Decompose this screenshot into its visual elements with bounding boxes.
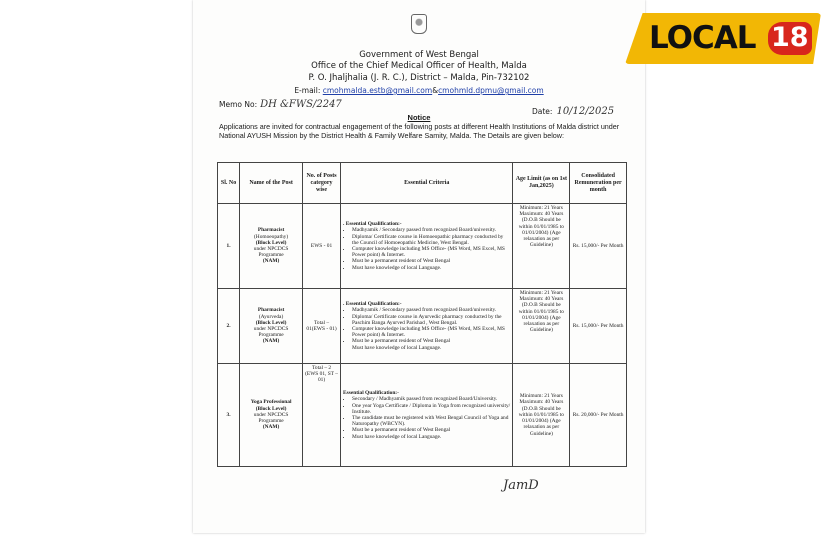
row-count: Total – 2 (EWS 01, ST – 01) (303, 364, 341, 467)
letterhead-office: Office of the Chief Medical Officer of Health, Malda (311, 61, 527, 71)
email-link-estb[interactable]: cmohmalda.estb@gmail.com (322, 86, 433, 95)
letterhead-address: P. O. Jhaljhalia (J. R. C.), District – Malda, Pin-732102 (308, 73, 530, 83)
post-level: (Block Level) (255, 319, 287, 326)
post-under: under NPCDCS Programme (253, 246, 289, 259)
post-nam: (NAM) (262, 338, 280, 345)
criteria-item: • Must be a permanent resident of West Bengal (352, 258, 510, 264)
table-row (218, 204, 627, 289)
criteria-heading: . Essential Qualification:- (343, 301, 402, 308)
criteria-item: • One year Yoga Certificate / Diploma in Yoga from recognized university/ Institute. (352, 403, 510, 415)
letterhead-email (193, 86, 645, 95)
row-age-limit: Minimum: 21 Years Maximum: 40 Years (D.O.B Should be within 01/01/1985 to 01/01/2004) (Age relaxation as per Guideline) (513, 289, 570, 364)
criteria-item: • Madhyamik / Secondary passed from recognized Board/university. (352, 227, 510, 233)
local18-logo (625, 13, 821, 64)
table-header-row (218, 163, 627, 204)
post-under: under NPCDCS Programme (253, 326, 289, 339)
header-age-limit: Age Limit (as on 1st Jan,2025) (513, 163, 570, 204)
row-age-limit: Minimum: 21 Years Maximum: 40 Years (D.O.B Should be within 01/01/1985 to 01/01/2004) (Age relaxation as per Guideline) (513, 204, 570, 289)
row-criteria (341, 289, 513, 364)
row-sl: 3. (218, 364, 240, 467)
header-remuneration: Consolidated Remuneration per month (570, 163, 627, 204)
email-separator: & (432, 86, 439, 95)
criteria-list (343, 396, 510, 439)
intro-paragraph: Applications are invited for contractual engagement of the following posts at different Health Institutions of Malda district under National AYUSH Mission by the District Health & Family Welfare Samity, Malda. The Details are given below: (219, 122, 620, 140)
post-stream: (Homoeopathy) (254, 233, 289, 240)
row-post (240, 204, 303, 289)
row-post (240, 364, 303, 467)
row-count: EWS - 01 (303, 204, 341, 289)
header-criteria: Essential Criteria (341, 163, 513, 204)
letterhead-government: Government of West Bengal (359, 50, 479, 60)
row-criteria (341, 364, 513, 467)
criteria-item: • Must have knowledge of local Language. (352, 434, 510, 440)
row-remuneration: Rs. 20,000/- Per Month (570, 364, 627, 467)
post-name: Pharmacist (257, 227, 285, 234)
header-post-name: Name of the Post (240, 163, 303, 204)
criteria-list (343, 307, 510, 344)
post-name: Pharmacist (257, 307, 285, 314)
criteria-heading: Essential Qualification:- (343, 390, 399, 397)
criteria-item: • Computer knowledge including MS Office- (MS Word, MS Excel, MS Power point) & Internet. (352, 326, 510, 338)
criteria-heading: . Essential Qualification:- (343, 221, 402, 228)
logo-number: 18 (771, 22, 809, 53)
signature: JamD (503, 478, 539, 493)
table-row (218, 289, 627, 364)
post-name: Yoga Professional (250, 399, 292, 406)
criteria-item: • Must be a permanent resident of West Bengal (352, 427, 510, 433)
criteria-list (343, 227, 510, 270)
header-sl-no: Sl. No (218, 163, 240, 204)
row-post (240, 289, 303, 364)
memo-label: Memo No: (219, 100, 258, 109)
post-under: under NPCDCS Programme (253, 411, 289, 425)
row-sl: 2. (218, 289, 240, 364)
post-nam: (NAM) (262, 258, 280, 265)
notice-document (193, 0, 645, 533)
criteria-item: • Must have knowledge of local Language. (352, 265, 510, 271)
criteria-item: • Diploma/ Certificate course in Ayurvedic pharmacy conducted by the Paschim Banga Ayurved Parishad , West Bengal. (352, 314, 510, 326)
criteria-item: • Computer knowledge including MS Office- (MS Word, MS Excel, MS Power point) & Internet. (352, 246, 510, 258)
header-post-count: No. of Posts category wise (303, 163, 341, 204)
row-sl: 1. (218, 204, 240, 289)
logo-word: LOCAL (649, 20, 756, 56)
criteria-item: • Secondary / Madhyamik passed from recognized Board/University. (352, 396, 510, 402)
email-label: E-mail: (294, 86, 323, 95)
memo-number (219, 99, 342, 110)
criteria-item: • Must be a permanent resident of West Bengal (352, 338, 510, 344)
criteria-item: • The candidate must be registered with West Bengal Council of Yoga and Naturopathy (WBCYN). (352, 415, 510, 427)
date-value: 10/12/2025 (556, 106, 615, 117)
criteria-tail: Must have knowledge of local Language. (352, 344, 442, 351)
post-stream: (Ayurveda) (258, 313, 284, 320)
row-remuneration: Rs. 15,000/- Per Month (570, 204, 627, 289)
criteria-item: • Madhyamik / Secondary passed from recognized Board/university. (352, 307, 510, 313)
date-label: Date: (532, 107, 553, 116)
row-criteria (341, 204, 513, 289)
government-emblem-icon (411, 14, 427, 34)
memo-value: DH &FWS/2247 (260, 99, 342, 110)
criteria-item: • Diploma/ Certificate course in Homoeopathic pharmacy conducted by the Council of Homoeopathic Medicine, West Bengal. (352, 234, 510, 246)
post-nam: (NAM) (262, 424, 280, 431)
row-remuneration: Rs. 15,000/- Per Month (570, 289, 627, 364)
table-row (218, 364, 627, 467)
post-level: (Block Level) (255, 239, 287, 246)
post-level: (Block Level) (255, 405, 287, 412)
posts-table (217, 162, 627, 467)
notice-title: Notice (407, 113, 431, 122)
row-age-limit: Minimum: 21 Years Maximum: 40 Years (D.O.B Should be within 01/01/1985 to 01/01/2004) (Age relaxation as per Guideline) (513, 364, 570, 467)
row-count: Total – 01(EWS - 01) (303, 289, 341, 364)
email-link-dpmu[interactable]: cmohmld.dpmu@gmail.com (438, 86, 544, 95)
